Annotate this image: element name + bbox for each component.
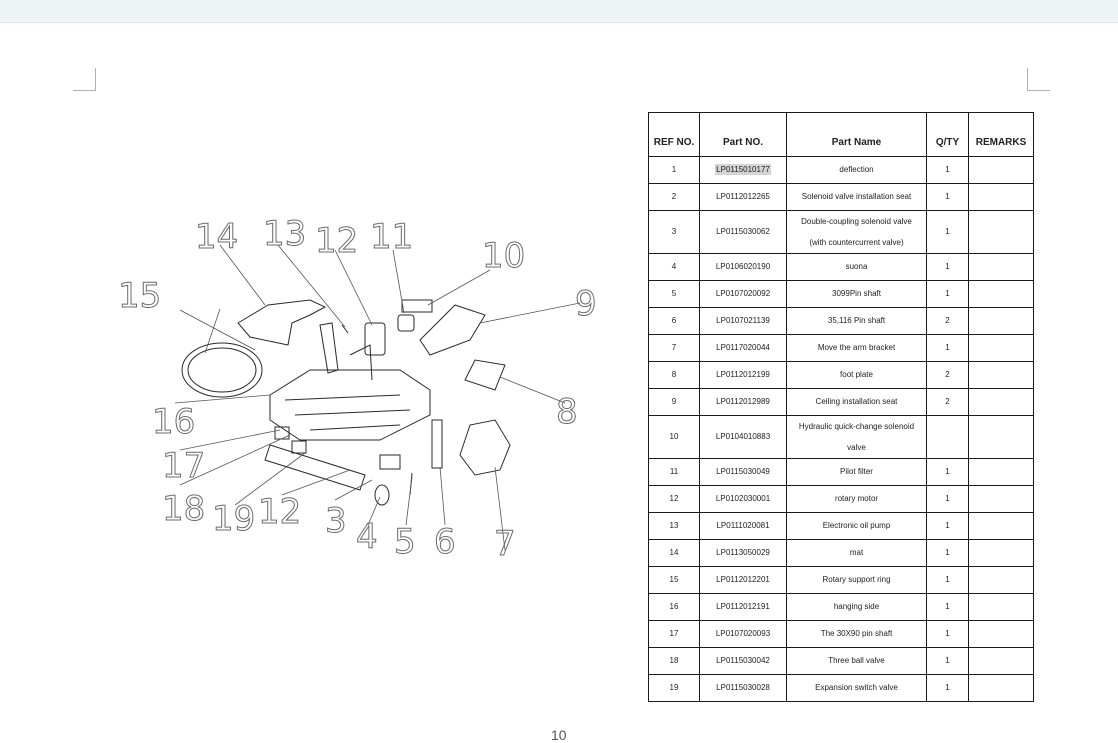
part-no-cell: LP0107021139 (700, 308, 787, 335)
parts-table-body (649, 157, 1034, 702)
table-row (649, 281, 1034, 308)
part-name-cell: Rotary support ring (787, 567, 927, 594)
table-row (649, 184, 1034, 211)
qty-cell: 1 (927, 335, 969, 362)
table-row (649, 157, 1034, 184)
table-row (649, 540, 1034, 567)
part-no-cell: LP0107020093 (700, 621, 787, 648)
rotary-motor-shape (365, 323, 385, 355)
diagram-svg (110, 205, 610, 565)
callout-10: 10 (482, 236, 526, 276)
qty-cell: 1 (927, 567, 969, 594)
table-row (649, 254, 1034, 281)
parts-table (648, 112, 1034, 702)
qty-cell: 1 (927, 281, 969, 308)
ref-cell: 13 (649, 513, 700, 540)
remarks-cell (969, 486, 1034, 513)
remarks-cell (969, 184, 1034, 211)
qty-cell: 1 (927, 211, 969, 254)
part-name-cell: 3099Pin shaft (787, 281, 927, 308)
arm-bracket-shape (460, 420, 510, 475)
ref-cell: 7 (649, 335, 700, 362)
callout-16: 16 (152, 402, 196, 442)
qty-cell: 2 (927, 362, 969, 389)
remarks-cell (969, 308, 1034, 335)
remarks-cell (969, 648, 1034, 675)
table-row (649, 335, 1034, 362)
table-header-row (649, 113, 1034, 157)
rotary-support-ring-shape (182, 343, 262, 397)
part-name-cell: hanging side (787, 594, 927, 621)
remarks-cell (969, 281, 1034, 308)
header-qty: Q/TY (927, 113, 969, 157)
callout-9: 9 (575, 284, 597, 324)
part-no-cell: LP0112012199 (700, 362, 787, 389)
remarks-cell (969, 459, 1034, 486)
table-row (649, 513, 1034, 540)
part-name-cell (787, 416, 927, 459)
solenoid-valve-shape (402, 300, 432, 312)
qty-cell (927, 416, 969, 459)
part-no-cell: LP0106020190 (700, 254, 787, 281)
callout-15: 15 (118, 276, 162, 316)
viewer-toolbar (0, 0, 1118, 23)
table-row (649, 211, 1034, 254)
part-no-cell: LP0112012989 (700, 389, 787, 416)
remarks-cell (969, 540, 1034, 567)
ref-cell: 18 (649, 648, 700, 675)
remarks-cell (969, 254, 1034, 281)
table-row (649, 486, 1034, 513)
part-name-cell: Expansion switch valve (787, 675, 927, 702)
qty-cell: 1 (927, 184, 969, 211)
part-name-line: (with countercurrent valve) (809, 238, 904, 247)
highlighted-part-no[interactable]: LP0115010177 (716, 165, 770, 174)
part-no-cell: LP0115030062 (700, 211, 787, 254)
part-name-cell: 35,116 Pin shaft (787, 308, 927, 335)
part-name-cell: rotary motor (787, 486, 927, 513)
ref-cell: 6 (649, 308, 700, 335)
header-remarks: REMARKS (969, 113, 1034, 157)
page-number: 10 (551, 727, 567, 743)
part-name-cell (787, 211, 927, 254)
part-no-cell: LP0102030001 (700, 486, 787, 513)
callout-17: 17 (162, 446, 206, 486)
qty-cell: 1 (927, 648, 969, 675)
ref-cell: 16 (649, 594, 700, 621)
ref-cell: 17 (649, 621, 700, 648)
callout-13: 13 (263, 214, 307, 254)
ref-cell: 8 (649, 362, 700, 389)
callout-8: 8 (556, 392, 578, 432)
qty-cell: 1 (927, 594, 969, 621)
header-ref-no: REF NO. (649, 113, 700, 157)
qty-cell: 2 (927, 389, 969, 416)
remarks-cell (969, 675, 1034, 702)
callout-14: 14 (195, 217, 239, 257)
part-name-line: Double-coupling solenoid valve (801, 217, 912, 226)
ref-cell: 15 (649, 567, 700, 594)
ref-cell: 10 (649, 416, 700, 459)
part-no-cell: LP0113050029 (700, 540, 787, 567)
part-name-line: valve (847, 443, 866, 452)
callout-7: 7 (494, 524, 516, 564)
part-name-cell: deflection (787, 157, 927, 184)
callout-12-lower: 12 (258, 492, 302, 532)
part-no-cell: LP0111020081 (700, 513, 787, 540)
table-row (649, 308, 1034, 335)
part-name-cell: foot plate (787, 362, 927, 389)
qty-cell: 1 (927, 621, 969, 648)
remarks-cell (969, 211, 1034, 254)
table-row (649, 362, 1034, 389)
ref-cell: 19 (649, 675, 700, 702)
qty-cell: 1 (927, 513, 969, 540)
part-name-cell: Electronic oil pump (787, 513, 927, 540)
part-name-cell: mat (787, 540, 927, 567)
part-no-cell: LP0104010883 (700, 416, 787, 459)
remarks-cell (969, 621, 1034, 648)
remarks-cell (969, 513, 1034, 540)
ref-cell: 4 (649, 254, 700, 281)
part-no-cell: LP0115030042 (700, 648, 787, 675)
table-row (649, 675, 1034, 702)
qty-cell: 1 (927, 675, 969, 702)
qty-cell: 2 (927, 308, 969, 335)
callout-18: 18 (162, 489, 206, 529)
part-name-cell: suona (787, 254, 927, 281)
mat-shape (238, 300, 325, 345)
ref-cell: 11 (649, 459, 700, 486)
ref-cell: 5 (649, 281, 700, 308)
remarks-cell (969, 335, 1034, 362)
ref-cell: 9 (649, 389, 700, 416)
remarks-cell (969, 416, 1034, 459)
part-no-cell: LP0112012191 (700, 594, 787, 621)
table-row (649, 648, 1034, 675)
part-no-cell: LP0117020044 (700, 335, 787, 362)
part-no-cell (700, 157, 787, 184)
table-row (649, 594, 1034, 621)
part-name-cell: Three ball valve (787, 648, 927, 675)
qty-cell: 1 (927, 486, 969, 513)
pin-shaft-shape (432, 420, 442, 468)
ref-cell: 12 (649, 486, 700, 513)
part-name-cell: The 30X90 pin shaft (787, 621, 927, 648)
remarks-cell (969, 567, 1034, 594)
callout-4: 4 (356, 517, 378, 557)
ref-cell: 14 (649, 540, 700, 567)
part-name-cell: Solenoid valve installation seat (787, 184, 927, 211)
header-part-no: Part NO. (700, 113, 787, 157)
part-name-cell: Pilot filter (787, 459, 927, 486)
ref-cell: 3 (649, 211, 700, 254)
table-row (649, 567, 1034, 594)
exploded-parts-diagram (110, 205, 610, 565)
table-row (649, 389, 1034, 416)
part-no-cell: LP0115030049 (700, 459, 787, 486)
part-no-cell: LP0115030028 (700, 675, 787, 702)
qty-cell: 1 (927, 157, 969, 184)
part-name-cell: Ceiling installation seat (787, 389, 927, 416)
callout-11: 11 (370, 217, 414, 257)
qty-cell: 1 (927, 254, 969, 281)
callout-3: 3 (325, 501, 347, 541)
header-part-name: Part Name (787, 113, 927, 157)
pilot-filter-shape (398, 315, 414, 331)
callout-12: 12 (315, 221, 359, 261)
foot-plate-shape (465, 360, 505, 390)
part-name-line: Hydraulic quick-change solenoid (798, 422, 915, 431)
crop-mark-right (1027, 68, 1050, 91)
callout-19: 19 (212, 499, 256, 539)
remarks-cell (969, 389, 1034, 416)
ref-cell: 1 (649, 157, 700, 184)
part-no-cell: LP0107020092 (700, 281, 787, 308)
part-no-cell: LP0112012201 (700, 567, 787, 594)
part-no-cell: LP0112012265 (700, 184, 787, 211)
crop-mark-left (73, 68, 96, 91)
remarks-cell (969, 157, 1034, 184)
callout-5: 5 (394, 522, 416, 562)
remarks-cell (969, 362, 1034, 389)
table-row (649, 416, 1034, 459)
horn-shape (375, 485, 389, 505)
remarks-cell (969, 594, 1034, 621)
ref-cell: 2 (649, 184, 700, 211)
table-row (649, 459, 1034, 486)
table-row (649, 621, 1034, 648)
callout-6: 6 (434, 522, 456, 562)
part-name-cell: Move the arm bracket (787, 335, 927, 362)
qty-cell: 1 (927, 540, 969, 567)
main-frame-shape (270, 370, 430, 440)
qty-cell: 1 (927, 459, 969, 486)
